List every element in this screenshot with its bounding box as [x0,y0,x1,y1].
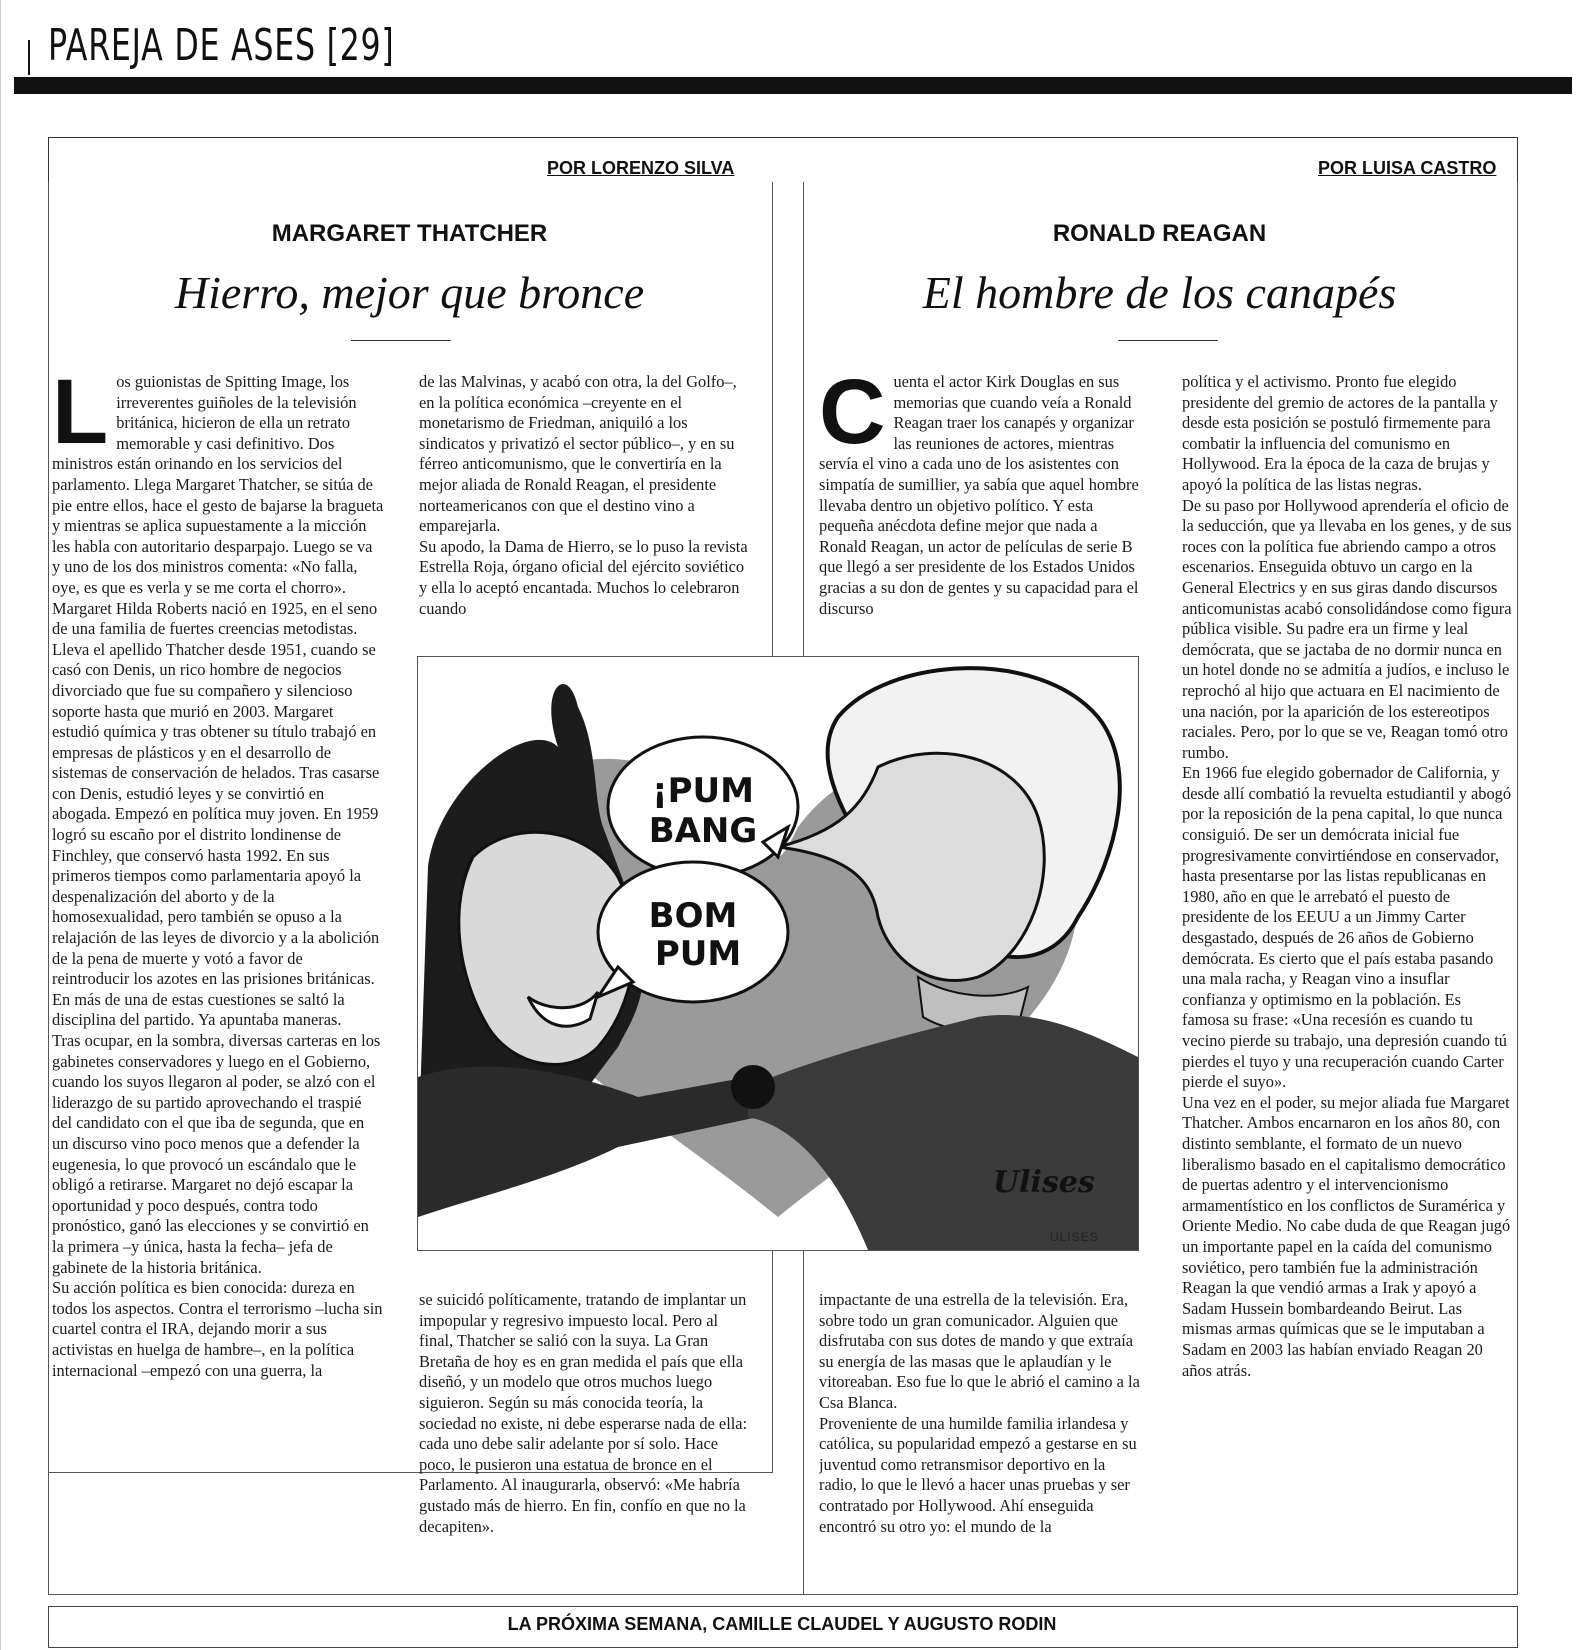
left-paragraph: Margaret Hilda Roberts nació en 1925, en el seno de una familia de fuertes creencias metodistas. Lleva el apellido Thatcher desde 1951, cuando se casó con Denis, un rico hombre de negocios divorciado que fue su compañero y silencioso soporte hasta que murió en 2003. Margaret estudió química y tras obtener su título trabajó en empresas de plásticos y en el desarrollo de sistemas de conservación de helados. Tras casarse con Denis, estudió leyes y se convirtió en abogada. Empezó en política muy joven. En 1959 logró su escaño por el distrito londinense de Finchley, que conservó hasta 1992. En sus primeros tiempos como parlamentaria apoyó la despenalización del aborto y de la homosexualidad, pero también se opuso a la relajación de las leyes de divorcio y a la abolición de la pena de muerte y votó a favor de reintroducir los azotes en las prisiones británicas. En más de una de estas cuestiones se saltó la disciplina del partido. Ya apuntaba maneras. [52,598,380,1030]
bubble-text: PUM [654,934,742,974]
right-paragraph: En 1966 fue elegido gobernador de California, y desde allí combatió la revuelta estudiantil y abogó por la reposición de la pena capital, lo que nunca consiguió. De ser un demócrata inicial fue progresivamente convirtiéndose en conservador, hasta presentarse por las listas republicanas en 1980, año en que le arrebató el puesto de presidente de los EEUU a un Jimmy Carter desgastado, después de 26 años de Gobierno demócrata. Es cierto que el país estaba pasando una mala racha, y Reagan vino a insuflar confianza y optimismo en la población. Es famosa su frase: «Una recesión es cuando tu vecino pierde su trabajo, una depresión cuando tú pierdes el tuyo y una recuperación cuando Carter pierde el suyo». [1182,763,1512,1092]
cartoon-credit: ULISES [1050,1230,1099,1244]
left-headline: Hierro, mejor que bronce [174,267,645,318]
left-paragraph: os guionistas de Spitting Image, los irreverentes guiñoles de la televisión británica, hicieron de ella un retrato memorable y casi definitivo. Dos ministros están orinando en los servicios del parlamento. Llega Margaret Thatcher, se sitúa de pie entre ellos, hace el gesto de bajarse la bragueta y mientras se aplica supuestamente a la micción les habla con autoritario desparpajo. Luego se va y uno de los dos ministros comenta: «No falla, oye, es que es verla y se me corta el chorro». [52,372,384,597]
next-week-teaser: LA PRÓXIMA SEMANA, CAMILLE CLAUDEL Y AUGUSTO RODIN [507,1614,1057,1634]
left-column-2-top [419,372,751,642]
right-paragraph: impactante de una estrella de la televisión. Era, sobre todo un gran comunicador. Alguien que disfrutaba con sus dotes de mando y que extraía su energía de las masas que le aplaudían y le vitoreaban. Eso fue lo que le abrió el camino a la Csa Blanca. [819,1290,1140,1412]
left-column-2-bottom [419,1290,751,1580]
header-frame [48,137,1518,183]
bomb-icon [731,1065,775,1109]
byline-right: POR LUISA CASTRO [1318,158,1497,178]
right-headline: El hombre de los canapés [922,267,1397,318]
left-subject: MARGARET THATCHER [271,220,548,247]
masthead-tick [28,40,30,75]
right-headline-rule [1118,340,1218,341]
right-paragraph: Proveniente de una humilde familia irlandesa y católica, su popularidad empezó a gestarse en su juventud como retransmisor deportivo en la radio, lo que le llevó a hacer unas pruebas y ser contratado por Hollywood. Ahí enseguida encontró su otro yo: el mundo de la [819,1413,1137,1536]
left-column-1 [52,372,384,1582]
right-paragraph: De su paso por Hollywood aprendería el oficio de la seducción, que ya llevaba en los genes, y de sus roces con la política fue abriendo campo a otros escenarios. Enseguida obtuvo un cargo en la General Electrics y en sus giras dando discursos anticomunistas acabó consolidándose como figura pública visible. Su padre era un firme y leal demócrata, que se jactaba de no dormir nunca en un hotel donde no se admitía a judíos, e incluso le reprochó al hijo que actuara en El nacimiento de una nación, por la aparición de los estereotipos raciales. Pero, por lo que se ve, Reagan tomó otro rumbo. [1182,495,1512,762]
page-edge [0,0,1,1650]
bubble-text: ¡PUM [652,771,754,811]
left-frame-extension [48,1472,49,1594]
right-dropcap: C [819,372,886,463]
left-paragraph: Tras ocupar, en la sombra, diversas carteras en los gabinetes conservadores y luego en el Gobierno, cuando los suyos llegaron al poder, se alzó con el liderazgo de su partido aprovechando el traspié del candidato con el que iba de segunda, que en un discurso vino poco menos que a defender la eugenesia, lo que provocó un escándalo que le obligó a retirarse. Margaret no dejó escapar la oportunidad y poco después, contra todo pronóstico, ganó las elecciones y se convirtió en la primera –y única, hasta la fecha– jefa de gabinete de la historia británica. [52,1031,381,1277]
right-subject: RONALD REAGAN [1052,220,1267,247]
left-paragraph: Su acción política es bien conocida: dureza en todos los aspectos. Contra el terrorismo –lucha sin cuartel contra el IRA, dejando morir a sus activistas en huelga de hambre–, en la política internacional –empezó con una guerra, la [52,1278,383,1380]
left-dropcap: L [52,372,109,463]
masthead-rule [14,77,1572,94]
right-column-1-bottom [819,1290,1145,1580]
right-paragraph: uenta el actor Kirk Douglas en sus memorias que cuando veía a Ronald Reagan traer los canapés y organizar las reuniones de actores, mientras servía el vino a cada uno de los asistentes con simpatía de sumillier, ya sabía que aquel hombre llevaba dentro un objetivo político. Y esta pequeña anécdota define mejor que nada a Ronald Reagan, un actor de películas de serie B que llegó a ser presidente de los Estados Unidos gracias a su don de gentes y su capacidad para el discurso [819,372,1139,618]
articles-bottom-rule [48,1594,1516,1595]
left-paragraph: de las Malvinas, y acabó con otra, la del Golfo–, en la política económica –creyente en el monetarismo de Friedman, aniquiló a los sindicatos y privatizó el sector público–, y en su férreo anticomunismo, que le convertiría en la mejor aliada de Ronald Reagan, el presidente norteamericanos con que el destino vino a emparejarla. [419,372,737,536]
left-paragraph: se suicidó políticamente, tratando de implantar un impopular y regresivo impuesto local. Pero al final, Thatcher se salió con la suya. La Gran Bretaña de hoy es en gran medida el país que ella diseñó, y un modelo que otros muchos luego siguieron. Según su más conocida teoría, la sociedad no existe, ni debe esperarse nada de ella: cada uno debe salir adelante por sí solo. Hace poco, le pusieron una estatua de bronce en el Parlamento. Al inaugurarla, observó: «Me habría gustado más de hierro. En fin, confío en que no la decapiten». [419,1290,748,1536]
masthead-title: PAREJA DE ASES [29] [48,20,395,71]
cartoon-drawing [418,657,1138,1250]
bubble-text: BANG [648,811,758,851]
right-paragraph: Una vez en el poder, su mejor aliada fue Margaret Thatcher. Ambos encarnaron en los años 80, con distinto semblante, el formato de un nuevo liberalismo basado en el capitalismo democrático de puertas adentro y el intervencionismo armamentístico en los conflictos de Suramérica y Oriente Medio. No cabe duda de que Reagan jugó un importante papel en la caída del comunismo soviético, pero también fue la administración Reagan la que vendió armas a Irak y apoyó a Sadam Hussein bombardeando Beirut. Las mismas armas químicas que se le imputaban a Sadam en 2003 las habían enviado Reagan 20 años atrás. [1182,1092,1511,1380]
bubble-text: BOM [648,896,738,936]
cartoon-illustration [417,656,1139,1251]
byline-left: POR LORENZO SILVA [547,158,735,178]
left-paragraph: Su apodo, la Dama de Hierro, se lo puso la revista Estrella Roja, órgano oficial del ejército soviético y ella lo aceptó encantada. Muchos lo celebraron cuando [419,536,748,618]
right-paragraph: política y el activismo. Pronto fue elegido presidente del gremio de actores de la pantalla y desde esta posición se postuló firmemente para combatir la influencia del comunismo en Hollywood. Era la época de la caza de brujas y apoyó la política de las listas negras. [1182,372,1498,494]
cartoon-signature: Ulises [993,1165,1095,1200]
left-headline-rule [351,340,451,341]
right-column-1-top [819,372,1145,642]
right-column-2 [1182,372,1512,1584]
